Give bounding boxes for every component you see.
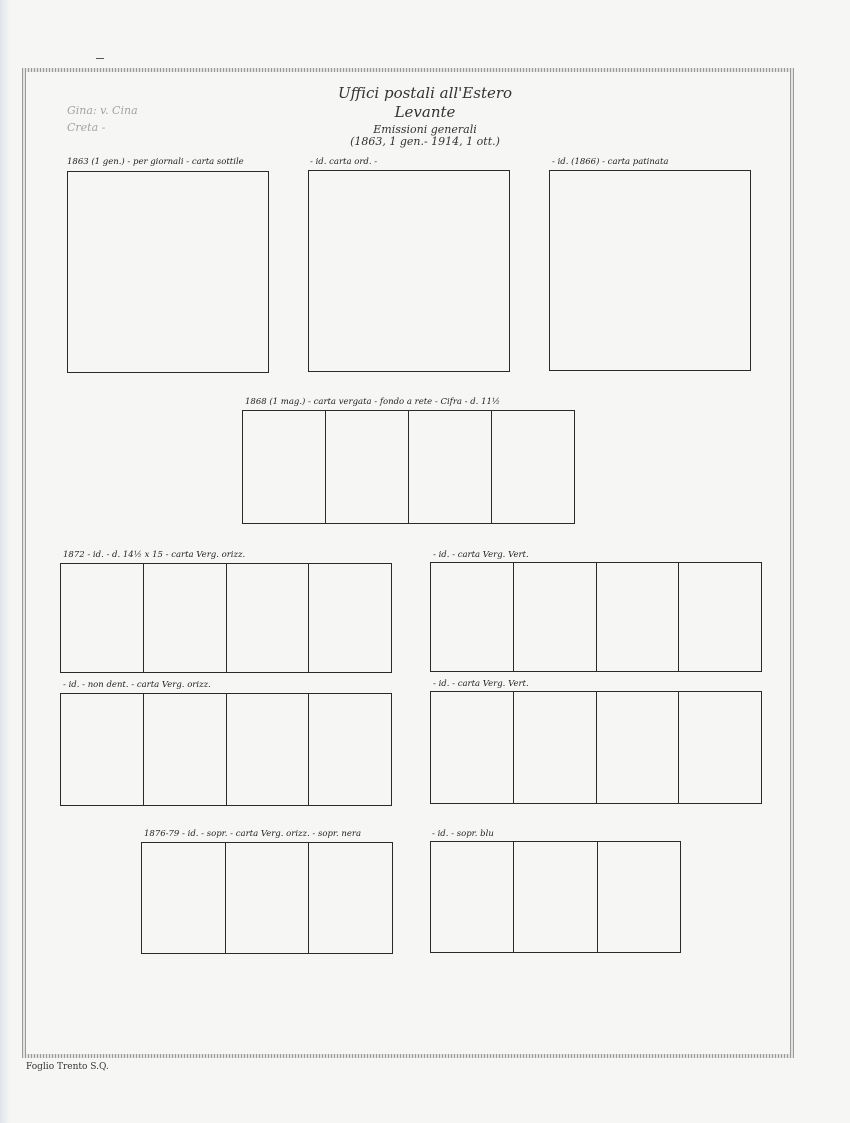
stamp-slot [144,564,227,672]
stamp-slot [61,564,144,672]
stamp-slot [227,694,310,805]
stamp-slot [61,694,144,805]
pen-mark [96,58,104,59]
page-left-edge [0,0,10,1123]
stamp-slot [597,563,680,671]
stamp-slot [431,692,514,803]
row1-label-1: 1863 (1 gen.) - per giornali - carta sottile [67,157,244,167]
stamp-strip-r3-2 [430,562,762,672]
stamp-slot [227,564,310,672]
stamp-slot [142,843,226,953]
handwritten-notes [67,102,138,136]
row1-label-2: - id. carta ord. - [310,157,378,167]
stamp-slot [431,842,514,952]
stamp-slot [679,563,761,671]
row5-label-1: 1876-79 - id. - sopr. - carta Verg. orizz. - sopr. nera [144,829,362,839]
footer-imprint: Foglio Trento S.Q. [26,1062,109,1072]
stamp-slot [598,842,680,952]
page-subtitle: Levante [394,103,456,121]
row2-label: 1868 (1 mag.) - carta vergata - fondo a rete - Cifra - d. 11½ [245,397,501,407]
stamp-slot [226,843,310,953]
note-line-1: Gina: v. Cina [67,104,138,117]
stamp-slot [309,564,391,672]
stamp-strip-r4-2 [430,691,762,804]
stamp-slot [597,692,680,803]
stamp-slot [243,411,326,523]
stamp-strip-r4-1 [60,693,392,806]
note-line-2: Creta - [67,121,106,134]
row3-label-2: - id. - carta Verg. Vert. [433,550,529,560]
stamp-slot [309,843,392,953]
stamp-strip-r3-1 [60,563,392,673]
date-range: (1863, 1 gen.- 1914, 1 ott.) [350,135,500,148]
stamp-strip-r5-2 [430,841,681,953]
page-title: Uffici postali all'Estero [337,84,513,102]
row4-label-1: - id. - non dent. - carta Verg. orizz. [63,680,211,690]
stamp-slot [514,563,597,671]
stamp-slot [492,411,574,523]
stamp-slot [679,692,761,803]
row4-label-2: - id. - carta Verg. Vert. [433,679,529,689]
stamp-slot [431,563,514,671]
row3-label-1: 1872 - id. - d. 14½ x 15 - carta Verg. orizz. [63,550,246,560]
stamp-slot [514,692,597,803]
stamp-slot [514,842,597,952]
row1-label-3: - id. (1866) - carta patinata [552,157,669,167]
stamp-slot [309,694,391,805]
stamp-slot [409,411,492,523]
stamp-mount-r1-2 [308,170,510,372]
stamp-mount-r1-3 [549,170,751,371]
row5-label-2: - id. - sopr. blu [432,829,494,839]
stamp-strip-r5-1 [141,842,393,954]
stamp-slot [326,411,409,523]
stamp-slot [144,694,227,805]
stamp-mount-r1-1 [67,171,269,373]
section-heading: Emissioni generali [373,123,477,136]
stamp-strip-r2 [242,410,575,524]
